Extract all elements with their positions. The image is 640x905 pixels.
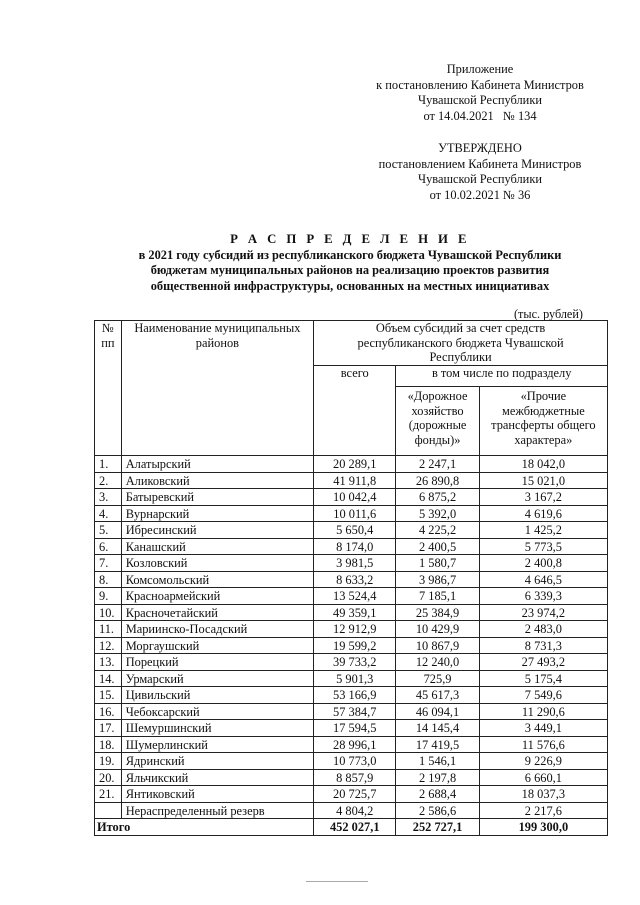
row-total: 53 166,9 [314, 687, 396, 704]
header-road: «Дорожное хозяйство (дорожные фонды)» [396, 387, 479, 456]
row-number: 17. [95, 720, 122, 737]
total-row [95, 819, 608, 836]
row-district: Ядринский [121, 753, 313, 770]
approved-line-3: Чувашской Республики [418, 172, 542, 186]
title-heading: Р А С П Р Е Д Е Л Е Н И Е [230, 232, 470, 246]
row-district: Урмарский [121, 670, 313, 687]
total-road-fund: 252 727,1 [396, 819, 479, 836]
row-total: 20 725,7 [314, 786, 396, 803]
table-row [95, 736, 608, 753]
row-road-fund: 4 225,2 [396, 522, 479, 539]
row-road-fund: 2 197,8 [396, 769, 479, 786]
row-total: 8 633,2 [314, 571, 396, 588]
appendix-line-4: от 14.04.2021 № 134 [423, 108, 537, 123]
title-line-1: в 2021 году субсидий из республиканского бюджета Чувашской Республики [138, 247, 562, 262]
row-total: 8 174,0 [314, 538, 396, 555]
row-number [95, 802, 122, 819]
row-road-fund: 1 580,7 [396, 555, 479, 572]
row-number: 8. [95, 571, 122, 588]
row-other-transfers: 5 175,4 [479, 670, 607, 687]
row-total: 8 857,9 [314, 769, 396, 786]
row-number: 6. [95, 538, 122, 555]
row-number: 19. [95, 753, 122, 770]
row-number: 11. [95, 621, 122, 638]
appendix-line-2: к постановлению Кабинета Министров [376, 77, 584, 92]
row-district: Моргаушский [121, 637, 313, 654]
row-district: Янтиковский [121, 786, 313, 803]
row-total: 12 912,9 [314, 621, 396, 638]
row-other-transfers: 2 483,0 [479, 621, 607, 638]
row-number: 13. [95, 654, 122, 671]
table-row [95, 802, 608, 819]
table-row [95, 505, 608, 522]
row-other-transfers: 2 400,8 [479, 555, 607, 572]
row-other-transfers: 3 449,1 [479, 720, 607, 737]
row-number: 12. [95, 637, 122, 654]
total-other-transfers: 199 300,0 [479, 819, 607, 836]
row-number: 5. [95, 522, 122, 539]
header-other: «Прочие межбюджетные трансферты общего характера» [479, 387, 607, 456]
row-number: 2. [95, 472, 122, 489]
row-other-transfers: 9 226,9 [479, 753, 607, 770]
row-road-fund: 10 867,9 [396, 637, 479, 654]
header-num: № пп [95, 321, 122, 456]
row-road-fund: 2 688,4 [396, 786, 479, 803]
row-road-fund: 5 392,0 [396, 505, 479, 522]
row-road-fund: 46 094,1 [396, 703, 479, 720]
row-other-transfers: 4 619,6 [479, 505, 607, 522]
row-district: Шумерлинский [121, 736, 313, 753]
table-row [95, 604, 608, 621]
row-district: Красноармейский [121, 588, 313, 605]
row-other-transfers: 7 549,6 [479, 687, 607, 704]
row-road-fund: 17 419,5 [396, 736, 479, 753]
row-district: Алатырский [121, 456, 313, 473]
row-road-fund: 2 400,5 [396, 538, 479, 555]
approved-line-1: УТВЕРЖДЕНО [438, 141, 522, 155]
row-road-fund: 14 145,4 [396, 720, 479, 737]
row-total: 4 804,2 [314, 802, 396, 819]
row-road-fund: 10 429,9 [396, 621, 479, 638]
row-number: 3. [95, 489, 122, 506]
row-total: 41 911,8 [314, 472, 396, 489]
appendix-line-1: Приложение [446, 62, 514, 76]
table-body [95, 456, 608, 836]
row-total: 5 901,3 [314, 670, 396, 687]
row-total: 17 594,5 [314, 720, 396, 737]
row-number: 18. [95, 736, 122, 753]
total-sum: 452 027,1 [314, 819, 396, 836]
table-row [95, 522, 608, 539]
row-other-transfers: 11 576,6 [479, 736, 607, 753]
row-road-fund: 1 546,1 [396, 753, 479, 770]
table-row [95, 637, 608, 654]
row-district: Порецкий [121, 654, 313, 671]
row-number: 21. [95, 786, 122, 803]
table-row [95, 571, 608, 588]
row-other-transfers: 15 021,0 [479, 472, 607, 489]
row-road-fund: 25 384,9 [396, 604, 479, 621]
row-total: 10 773,0 [314, 753, 396, 770]
row-district: Вурнарский [121, 505, 313, 522]
header-total: всего [314, 366, 396, 456]
row-district: Нераспределенный резерв [121, 802, 313, 819]
row-total: 10 042,4 [314, 489, 396, 506]
header-volume: Объем субсидий за счет средств республиканского бюджета Чувашской Республики [314, 321, 608, 366]
row-other-transfers: 8 731,3 [479, 637, 607, 654]
row-number: 9. [95, 588, 122, 605]
row-total: 19 599,2 [314, 637, 396, 654]
row-district: Козловский [121, 555, 313, 572]
row-total: 13 524,4 [314, 588, 396, 605]
row-district: Чебоксарский [121, 703, 313, 720]
header-including: в том числе по подразделу [396, 366, 608, 387]
row-district: Шемуршинский [121, 720, 313, 737]
row-district: Цивильский [121, 687, 313, 704]
row-district: Канашский [121, 538, 313, 555]
row-road-fund: 26 890,8 [396, 472, 479, 489]
row-total: 49 359,1 [314, 604, 396, 621]
subsidy-table [94, 320, 608, 836]
row-total: 39 733,2 [314, 654, 396, 671]
table-row [95, 654, 608, 671]
row-number: 4. [95, 505, 122, 522]
table-row [95, 456, 608, 473]
table-row [95, 538, 608, 555]
title-line-2: бюджетам муниципальных районов на реализацию проектов развития [150, 263, 550, 277]
total-label: Итого [95, 819, 314, 836]
table-row [95, 670, 608, 687]
row-other-transfers: 6 339,3 [479, 588, 607, 605]
approved-line-4: от 10.02.2021 № 36 [429, 187, 531, 202]
header-name: Наименование муниципальных районов [121, 321, 313, 456]
row-other-transfers: 4 646,5 [479, 571, 607, 588]
row-road-fund: 12 240,0 [396, 654, 479, 671]
row-road-fund: 7 185,1 [396, 588, 479, 605]
row-other-transfers: 6 660,1 [479, 769, 607, 786]
approved-line-2: постановлением Кабинета Министров [378, 156, 582, 171]
units-label: (тыс. рублей) [514, 307, 583, 321]
row-number: 7. [95, 555, 122, 572]
row-district: Аликовский [121, 472, 313, 489]
row-district: Ибресинский [121, 522, 313, 539]
table-row [95, 472, 608, 489]
row-other-transfers: 3 167,2 [479, 489, 607, 506]
title-line-3: общественной инфраструктуры, основанных на местных инициативах [150, 278, 550, 293]
table-row [95, 720, 608, 737]
row-district: Красночетайский [121, 604, 313, 621]
row-number: 15. [95, 687, 122, 704]
row-number: 10. [95, 604, 122, 621]
appendix-line-3: Чувашской Республики [418, 93, 542, 107]
row-other-transfers: 2 217,6 [479, 802, 607, 819]
row-number: 20. [95, 769, 122, 786]
row-total: 57 384,7 [314, 703, 396, 720]
row-other-transfers: 5 773,5 [479, 538, 607, 555]
row-other-transfers: 23 974,2 [479, 604, 607, 621]
row-other-transfers: 1 425,2 [479, 522, 607, 539]
row-number: 16. [95, 703, 122, 720]
row-district: Яльчикский [121, 769, 313, 786]
table-row [95, 786, 608, 803]
appendix-block [330, 62, 630, 124]
row-total: 10 011,6 [314, 505, 396, 522]
row-other-transfers: 18 037,3 [479, 786, 607, 803]
approved-block [330, 141, 630, 203]
row-road-fund: 2 586,6 [396, 802, 479, 819]
row-district: Мариинско-Посадский [121, 621, 313, 638]
row-road-fund: 6 875,2 [396, 489, 479, 506]
table-row [95, 621, 608, 638]
table-row [95, 588, 608, 605]
row-total: 3 981,5 [314, 555, 396, 572]
table-row [95, 489, 608, 506]
row-road-fund: 725,9 [396, 670, 479, 687]
row-road-fund: 2 247,1 [396, 456, 479, 473]
row-district: Комсомольский [121, 571, 313, 588]
row-other-transfers: 27 493,2 [479, 654, 607, 671]
row-road-fund: 3 986,7 [396, 571, 479, 588]
row-other-transfers: 11 290,6 [479, 703, 607, 720]
row-total: 20 289,1 [314, 456, 396, 473]
row-total: 5 650,4 [314, 522, 396, 539]
row-number: 14. [95, 670, 122, 687]
document-title [60, 232, 640, 294]
table-row [95, 769, 608, 786]
row-road-fund: 45 617,3 [396, 687, 479, 704]
footer-rule [306, 881, 368, 882]
table-row [95, 703, 608, 720]
row-total: 28 996,1 [314, 736, 396, 753]
row-other-transfers: 18 042,0 [479, 456, 607, 473]
row-district: Батыревский [121, 489, 313, 506]
row-number: 1. [95, 456, 122, 473]
table-row [95, 753, 608, 770]
table-row [95, 555, 608, 572]
table-row [95, 687, 608, 704]
